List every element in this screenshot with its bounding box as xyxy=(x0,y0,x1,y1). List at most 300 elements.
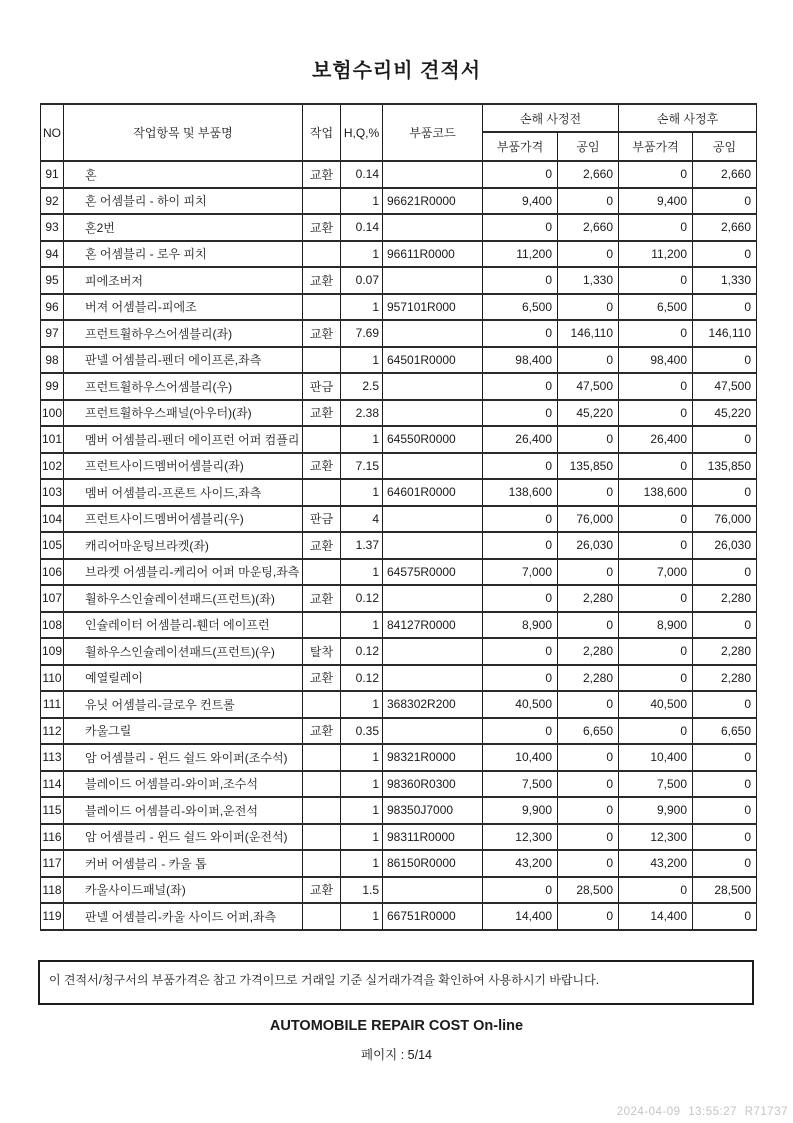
cell-no: 110 xyxy=(41,665,64,692)
cell-code xyxy=(383,877,483,904)
cell-post_labor: 47,500 xyxy=(693,373,757,400)
cell-name: 캐리어마운팅브라켓(좌) xyxy=(64,532,303,559)
cell-post_part: 14,400 xyxy=(619,903,693,930)
table-row xyxy=(41,161,757,188)
cell-pre_labor: 0 xyxy=(558,559,619,586)
cell-post_labor: 0 xyxy=(693,426,757,453)
cell-hq: 1 xyxy=(341,903,383,930)
cell-post_part: 0 xyxy=(619,532,693,559)
cell-work xyxy=(303,771,341,798)
cell-work xyxy=(303,559,341,586)
cell-code: 64601R0000 xyxy=(383,479,483,506)
table-row xyxy=(41,559,757,586)
table-header xyxy=(41,104,757,161)
cell-post_labor: 2,280 xyxy=(693,665,757,692)
header-post-labor: 공임 xyxy=(693,132,757,161)
cell-code: 98350J7000 xyxy=(383,797,483,824)
cell-hq: 0.12 xyxy=(341,665,383,692)
table-row xyxy=(41,267,757,294)
cell-pre_part: 11,200 xyxy=(483,241,558,268)
cell-post_labor: 0 xyxy=(693,691,757,718)
cell-work: 교환 xyxy=(303,161,341,188)
cell-code xyxy=(383,373,483,400)
cell-work: 교환 xyxy=(303,585,341,612)
cell-hq: 1 xyxy=(341,241,383,268)
cell-pre_part: 0 xyxy=(483,532,558,559)
cell-post_labor: 28,500 xyxy=(693,877,757,904)
cell-hq: 0.07 xyxy=(341,267,383,294)
cell-pre_part: 0 xyxy=(483,665,558,692)
cell-hq: 1 xyxy=(341,691,383,718)
table-row xyxy=(41,400,757,427)
cell-post_part: 0 xyxy=(619,161,693,188)
cell-no: 96 xyxy=(41,294,64,321)
cell-pre_labor: 0 xyxy=(558,188,619,215)
cell-pre_labor: 0 xyxy=(558,903,619,930)
cell-pre_labor: 146,110 xyxy=(558,320,619,347)
cell-name: 판넬 어셈블리-카울 사이드 어퍼,좌측 xyxy=(64,903,303,930)
cell-hq: 1 xyxy=(341,294,383,321)
table-row xyxy=(41,532,757,559)
cell-name: 예열릴레이 xyxy=(64,665,303,692)
cell-code xyxy=(383,320,483,347)
cell-pre_labor: 0 xyxy=(558,294,619,321)
cell-pre_labor: 0 xyxy=(558,797,619,824)
cell-code: 66751R0000 xyxy=(383,903,483,930)
cell-pre_part: 6,500 xyxy=(483,294,558,321)
cell-pre_part: 0 xyxy=(483,638,558,665)
cell-work xyxy=(303,241,341,268)
cell-post_part: 7,000 xyxy=(619,559,693,586)
cell-pre_part: 138,600 xyxy=(483,479,558,506)
cell-post_labor: 2,280 xyxy=(693,585,757,612)
cell-pre_labor: 2,280 xyxy=(558,585,619,612)
notice-text: 이 견적서/청구서의 부품가격은 참고 가격이므로 거래일 기준 실거래가격을 확인하여 사용하시기 바랍니다. xyxy=(49,973,600,987)
cell-pre_part: 43,200 xyxy=(483,850,558,877)
cell-hq: 1 xyxy=(341,797,383,824)
cell-work: 판금 xyxy=(303,373,341,400)
cell-name: 블레이드 어셈블리-와이퍼,운전석 xyxy=(64,797,303,824)
cell-pre_part: 14,400 xyxy=(483,903,558,930)
cell-post_part: 11,200 xyxy=(619,241,693,268)
cell-no: 104 xyxy=(41,506,64,533)
table-row xyxy=(41,797,757,824)
cell-code xyxy=(383,161,483,188)
cell-post_labor: 2,660 xyxy=(693,214,757,241)
cell-post_part: 0 xyxy=(619,506,693,533)
cell-code: 957101R000 xyxy=(383,294,483,321)
table-row xyxy=(41,877,757,904)
cell-code: 84127R0000 xyxy=(383,612,483,639)
cell-work: 교환 xyxy=(303,267,341,294)
cell-name: 프런트사이드멤버어셈블리(좌) xyxy=(64,453,303,480)
cell-pre_part: 0 xyxy=(483,320,558,347)
cell-work: 교환 xyxy=(303,532,341,559)
cell-name: 혼2번 xyxy=(64,214,303,241)
page-title: 보험수리비 견적서 xyxy=(311,60,482,82)
cell-pre_labor: 0 xyxy=(558,691,619,718)
cell-hq: 1 xyxy=(341,850,383,877)
cell-pre_part: 0 xyxy=(483,373,558,400)
header-part-code: 부품코드 xyxy=(383,104,483,161)
cell-post_part: 40,500 xyxy=(619,691,693,718)
cell-post_part: 43,200 xyxy=(619,850,693,877)
header-no: NO xyxy=(41,104,64,161)
cell-no: 115 xyxy=(41,797,64,824)
cell-code: 96611R0000 xyxy=(383,241,483,268)
cell-no: 97 xyxy=(41,320,64,347)
cell-name: 멤버 어셈블리-펜더 에이프런 어퍼 컴플리 xyxy=(64,426,303,453)
cell-no: 111 xyxy=(41,691,64,718)
cell-pre_labor: 0 xyxy=(558,771,619,798)
cell-post_labor: 2,280 xyxy=(693,638,757,665)
cell-no: 118 xyxy=(41,877,64,904)
cell-name: 프런트휠하우스어셈블리(우) xyxy=(64,373,303,400)
cell-name: 휠하우스인슐레이션패드(프런트)(우) xyxy=(64,638,303,665)
cell-name: 유닛 어셈블리-글로우 컨트롤 xyxy=(64,691,303,718)
cell-name: 피에조버저 xyxy=(64,267,303,294)
table-row xyxy=(41,294,757,321)
cell-pre_labor: 1,330 xyxy=(558,267,619,294)
cell-post_part: 138,600 xyxy=(619,479,693,506)
header-item: 작업항목 및 부품명 xyxy=(64,104,303,161)
table-row xyxy=(41,188,757,215)
cell-pre_part: 0 xyxy=(483,506,558,533)
cell-pre_part: 0 xyxy=(483,214,558,241)
header-pre-labor: 공임 xyxy=(558,132,619,161)
cell-hq: 1 xyxy=(341,479,383,506)
cell-name: 인슐레이터 어셈블리-휀더 에이프런 xyxy=(64,612,303,639)
cell-work xyxy=(303,426,341,453)
table-row xyxy=(41,665,757,692)
cell-hq: 2.38 xyxy=(341,400,383,427)
table-row xyxy=(41,426,757,453)
repair-estimate-table xyxy=(40,103,757,931)
cell-post_part: 6,500 xyxy=(619,294,693,321)
header-work: 작업 xyxy=(303,104,341,161)
cell-name: 프런트사이드멤버어셈블리(우) xyxy=(64,506,303,533)
cell-no: 114 xyxy=(41,771,64,798)
cell-work: 교환 xyxy=(303,665,341,692)
cell-pre_part: 9,400 xyxy=(483,188,558,215)
cell-work xyxy=(303,347,341,374)
cell-work xyxy=(303,188,341,215)
cell-work xyxy=(303,691,341,718)
cell-work xyxy=(303,294,341,321)
cell-work: 교환 xyxy=(303,718,341,745)
cell-hq: 1.5 xyxy=(341,877,383,904)
cell-no: 103 xyxy=(41,479,64,506)
header-group-post-assessment: 손해 사정후 xyxy=(619,104,757,132)
table-row xyxy=(41,373,757,400)
cell-pre_part: 98,400 xyxy=(483,347,558,374)
cell-post_labor: 1,330 xyxy=(693,267,757,294)
cell-pre_part: 0 xyxy=(483,453,558,480)
cell-code xyxy=(383,267,483,294)
cell-work: 교환 xyxy=(303,453,341,480)
cell-name: 혼 xyxy=(64,161,303,188)
cell-no: 113 xyxy=(41,744,64,771)
brand-title: AUTOMOBILE REPAIR COST On-line xyxy=(269,1018,524,1034)
cell-no: 107 xyxy=(41,585,64,612)
cell-post_part: 98,400 xyxy=(619,347,693,374)
cell-name: 브라켓 어셈블리-케리어 어퍼 마운팅,좌측 xyxy=(64,559,303,586)
cell-no: 100 xyxy=(41,400,64,427)
cell-post_labor: 0 xyxy=(693,850,757,877)
cell-code: 98321R0000 xyxy=(383,744,483,771)
cell-post_part: 0 xyxy=(619,400,693,427)
cell-post_labor: 0 xyxy=(693,479,757,506)
cell-pre_labor: 26,030 xyxy=(558,532,619,559)
cell-hq: 0.14 xyxy=(341,161,383,188)
cell-pre_labor: 0 xyxy=(558,241,619,268)
cell-post_labor: 0 xyxy=(693,612,757,639)
notice-box xyxy=(38,960,754,1005)
cell-pre_labor: 0 xyxy=(558,612,619,639)
cell-work: 판금 xyxy=(303,506,341,533)
cell-no: 93 xyxy=(41,214,64,241)
table-row xyxy=(41,903,757,930)
cell-post_labor: 2,660 xyxy=(693,161,757,188)
header-pre-part-price: 부품가격 xyxy=(483,132,558,161)
cell-post_labor: 0 xyxy=(693,294,757,321)
cell-code: 64501R0000 xyxy=(383,347,483,374)
cell-post_part: 0 xyxy=(619,877,693,904)
cell-hq: 1 xyxy=(341,771,383,798)
cell-code: 98311R0000 xyxy=(383,824,483,851)
cell-code: 86150R0000 xyxy=(383,850,483,877)
cell-post_part: 0 xyxy=(619,718,693,745)
cell-no: 119 xyxy=(41,903,64,930)
cell-post_part: 0 xyxy=(619,320,693,347)
cell-work xyxy=(303,850,341,877)
cell-hq: 0.12 xyxy=(341,638,383,665)
cell-code: 368302R200 xyxy=(383,691,483,718)
cell-pre_part: 26,400 xyxy=(483,426,558,453)
cell-post_labor: 0 xyxy=(693,188,757,215)
cell-post_part: 7,500 xyxy=(619,771,693,798)
cell-post_part: 12,300 xyxy=(619,824,693,851)
cell-post_part: 9,900 xyxy=(619,797,693,824)
cell-code xyxy=(383,453,483,480)
table-row xyxy=(41,824,757,851)
cell-pre_labor: 2,660 xyxy=(558,214,619,241)
table-row xyxy=(41,214,757,241)
cell-code xyxy=(383,585,483,612)
cell-pre_labor: 2,280 xyxy=(558,638,619,665)
cell-post_part: 0 xyxy=(619,665,693,692)
cell-post_labor: 76,000 xyxy=(693,506,757,533)
cell-post_part: 0 xyxy=(619,373,693,400)
cell-name: 블레이드 어셈블리-와이퍼,조수석 xyxy=(64,771,303,798)
cell-hq: 0.35 xyxy=(341,718,383,745)
header-group-pre-assessment: 손해 사정전 xyxy=(483,104,619,132)
cell-pre_labor: 0 xyxy=(558,347,619,374)
table-row xyxy=(41,320,757,347)
cell-work xyxy=(303,824,341,851)
cell-no: 98 xyxy=(41,347,64,374)
cell-no: 94 xyxy=(41,241,64,268)
cell-pre_labor: 2,280 xyxy=(558,665,619,692)
cell-name: 프런트휠하우스어셈블리(좌) xyxy=(64,320,303,347)
table-row xyxy=(41,850,757,877)
table-row xyxy=(41,718,757,745)
cell-hq: 1 xyxy=(341,559,383,586)
cell-code xyxy=(383,665,483,692)
cell-code xyxy=(383,718,483,745)
cell-post_labor: 0 xyxy=(693,903,757,930)
cell-post_labor: 0 xyxy=(693,347,757,374)
cell-name: 휠하우스인슐레이션패드(프런트)(좌) xyxy=(64,585,303,612)
cell-post_labor: 0 xyxy=(693,559,757,586)
cell-code: 64575R0000 xyxy=(383,559,483,586)
cell-hq: 7.15 xyxy=(341,453,383,480)
cell-pre_labor: 0 xyxy=(558,850,619,877)
cell-no: 105 xyxy=(41,532,64,559)
cell-name: 프런트휠하우스패널(아우터)(좌) xyxy=(64,400,303,427)
cell-hq: 7.69 xyxy=(341,320,383,347)
cell-post_labor: 6,650 xyxy=(693,718,757,745)
cell-post_part: 0 xyxy=(619,267,693,294)
cell-post_part: 0 xyxy=(619,453,693,480)
cell-pre_labor: 0 xyxy=(558,744,619,771)
cell-name: 암 어셈블리 - 윈드 쉴드 와이퍼(조수석) xyxy=(64,744,303,771)
cell-work: 탈착 xyxy=(303,638,341,665)
table-row xyxy=(41,612,757,639)
cell-code xyxy=(383,532,483,559)
cell-post_part: 10,400 xyxy=(619,744,693,771)
cell-code: 96621R0000 xyxy=(383,188,483,215)
cell-post_labor: 26,030 xyxy=(693,532,757,559)
cell-name: 커버 어셈블리 - 카울 톱 xyxy=(64,850,303,877)
cell-pre_part: 12,300 xyxy=(483,824,558,851)
cell-pre_part: 0 xyxy=(483,718,558,745)
cell-hq: 1 xyxy=(341,824,383,851)
cell-work: 교환 xyxy=(303,214,341,241)
cell-name: 카울그릴 xyxy=(64,718,303,745)
cell-no: 108 xyxy=(41,612,64,639)
cell-hq: 0.12 xyxy=(341,585,383,612)
cell-pre_labor: 135,850 xyxy=(558,453,619,480)
cell-hq: 2.5 xyxy=(341,373,383,400)
cell-pre_part: 8,900 xyxy=(483,612,558,639)
cell-work xyxy=(303,903,341,930)
cell-post_part: 0 xyxy=(619,638,693,665)
cell-post_part: 26,400 xyxy=(619,426,693,453)
cell-pre_labor: 28,500 xyxy=(558,877,619,904)
cell-name: 멤버 어셈블리-프론트 사이드,좌측 xyxy=(64,479,303,506)
cell-no: 106 xyxy=(41,559,64,586)
table-row xyxy=(41,453,757,480)
cell-no: 112 xyxy=(41,718,64,745)
cell-hq: 0.14 xyxy=(341,214,383,241)
cell-work xyxy=(303,612,341,639)
cell-no: 102 xyxy=(41,453,64,480)
cell-name: 혼 어셈블리 - 로우 피치 xyxy=(64,241,303,268)
cell-pre_labor: 2,660 xyxy=(558,161,619,188)
cell-post_part: 0 xyxy=(619,585,693,612)
cell-code xyxy=(383,400,483,427)
cell-pre_labor: 76,000 xyxy=(558,506,619,533)
cell-post_labor: 135,850 xyxy=(693,453,757,480)
cell-hq: 1 xyxy=(341,612,383,639)
cell-work xyxy=(303,797,341,824)
cell-pre_part: 10,400 xyxy=(483,744,558,771)
cell-no: 92 xyxy=(41,188,64,215)
cell-hq: 4 xyxy=(341,506,383,533)
cell-hq: 1 xyxy=(341,188,383,215)
cell-pre_labor: 0 xyxy=(558,426,619,453)
cell-post_labor: 0 xyxy=(693,771,757,798)
cell-pre_part: 0 xyxy=(483,400,558,427)
cell-post_labor: 0 xyxy=(693,797,757,824)
cell-post_labor: 146,110 xyxy=(693,320,757,347)
cell-name: 혼 어셈블리 - 하이 피치 xyxy=(64,188,303,215)
cell-post_part: 0 xyxy=(619,214,693,241)
cell-pre_part: 7,000 xyxy=(483,559,558,586)
cell-pre_labor: 0 xyxy=(558,479,619,506)
cell-pre_labor: 47,500 xyxy=(558,373,619,400)
cell-pre_labor: 45,220 xyxy=(558,400,619,427)
table-row xyxy=(41,241,757,268)
cell-work xyxy=(303,479,341,506)
table-row xyxy=(41,347,757,374)
table-row xyxy=(41,585,757,612)
cell-hq: 1.37 xyxy=(341,532,383,559)
cell-work: 교환 xyxy=(303,320,341,347)
cell-post_labor: 0 xyxy=(693,744,757,771)
cell-pre_part: 40,500 xyxy=(483,691,558,718)
table-row xyxy=(41,691,757,718)
cell-no: 109 xyxy=(41,638,64,665)
cell-pre_labor: 0 xyxy=(558,824,619,851)
table-row xyxy=(41,479,757,506)
cell-code: 98360R0300 xyxy=(383,771,483,798)
table-row xyxy=(41,744,757,771)
cell-pre_labor: 6,650 xyxy=(558,718,619,745)
cell-pre_part: 0 xyxy=(483,161,558,188)
cell-work: 교환 xyxy=(303,877,341,904)
cell-no: 99 xyxy=(41,373,64,400)
cell-name: 버져 어셈블리-피에조 xyxy=(64,294,303,321)
cell-pre_part: 9,900 xyxy=(483,797,558,824)
table-row xyxy=(41,771,757,798)
cell-name: 암 어셈블리 - 윈드 쉴드 와이퍼(운전석) xyxy=(64,824,303,851)
cell-post_part: 8,900 xyxy=(619,612,693,639)
table-row xyxy=(41,638,757,665)
cell-code xyxy=(383,638,483,665)
cell-no: 91 xyxy=(41,161,64,188)
cell-hq: 1 xyxy=(341,347,383,374)
cell-code: 64550R0000 xyxy=(383,426,483,453)
cell-post_labor: 0 xyxy=(693,241,757,268)
cell-no: 101 xyxy=(41,426,64,453)
cell-code xyxy=(383,506,483,533)
cell-pre_part: 7,500 xyxy=(483,771,558,798)
header-post-part-price: 부품가격 xyxy=(619,132,693,161)
cell-post_labor: 45,220 xyxy=(693,400,757,427)
table-body xyxy=(41,161,757,930)
cell-post_part: 9,400 xyxy=(619,188,693,215)
cell-post_labor: 0 xyxy=(693,824,757,851)
table-row xyxy=(41,506,757,533)
cell-hq: 1 xyxy=(341,426,383,453)
cell-no: 116 xyxy=(41,824,64,851)
header-hq: H,Q,% xyxy=(341,104,383,161)
cell-work xyxy=(303,744,341,771)
cell-name: 판넬 어셈블리-펜더 에이프론,좌측 xyxy=(64,347,303,374)
page-number: 페이지 : 5/14 xyxy=(361,1048,432,1062)
